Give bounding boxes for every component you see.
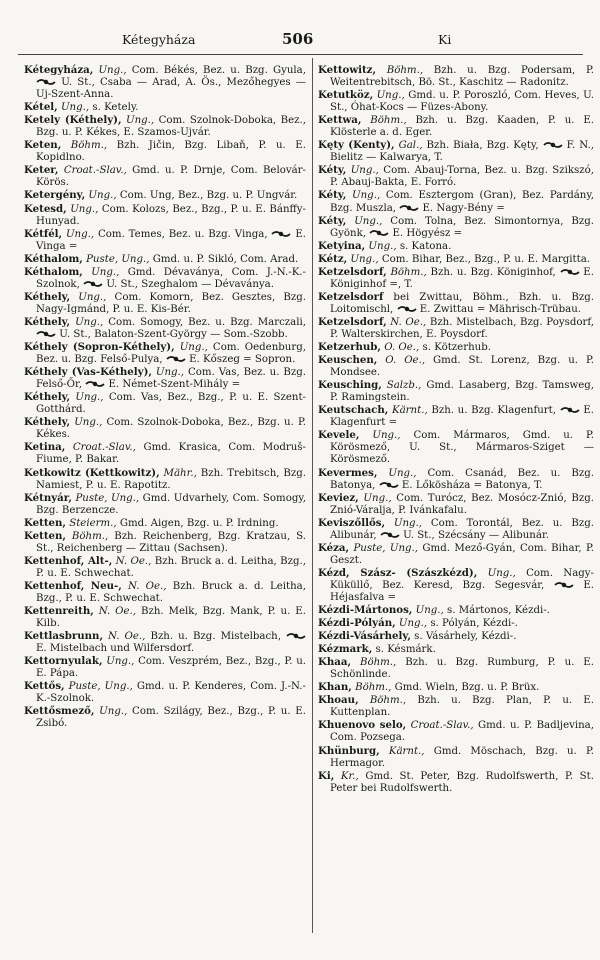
entry-details: Bzh. u. Bzg. Klagenfurt,	[431, 405, 560, 417]
entry-details: Gmd. u. P. Drnje, Com. Belovár-Körös.	[36, 165, 306, 189]
entry-details: Com. Temes, Bez. u. Bzg. Vinga,	[97, 228, 272, 240]
gazetteer-entry	[318, 770, 594, 795]
entry-region: Ung.,	[393, 517, 423, 529]
entry-region: Ung.,	[75, 316, 104, 328]
railway-station-icon	[380, 531, 400, 539]
entry-headword: Keutschach,	[318, 404, 389, 417]
entry-headword: Ketzerhub,	[318, 341, 381, 354]
entry-details: Bzh. Melk, Bzg. Mank, P. u. E. Kilb.	[36, 606, 306, 630]
gazetteer-entry	[318, 467, 594, 492]
gazetteer-entry	[24, 630, 306, 655]
entry-details: Bzh. u. Bzg. Podersam, P. Weitentrebitsch, Bö. St., Kaschitz — Radonitz.	[330, 65, 594, 89]
entry-details: Gmd. Dévaványa, Com. J.-N.-K.-Szolnok,	[36, 266, 306, 290]
entry-details: Bzh. u. Bzg. Königinhof,	[430, 266, 560, 278]
entry-station-details: E. Héjasfalva =	[330, 579, 594, 603]
entry-region: Ung.,	[352, 190, 381, 202]
entry-station-details: U. St., Szécsány — Alibunár.	[403, 529, 549, 541]
entry-details: Gmd. u. P. Poroszló, Com. Heves, U. St., Óhat-Kocs — Füzes-Abony.	[330, 90, 595, 114]
entry-headword: Kéty,	[318, 214, 347, 227]
gazetteer-entry	[24, 605, 306, 630]
entry-region: Kärnt.,	[392, 405, 428, 417]
entry-details: Bzh. Bruck a. d. Leitha, Bzg., P. u. E. Schwechat.	[36, 555, 306, 579]
gazetteer-entry	[24, 64, 306, 101]
entry-details: Com. Bihar, Bez., Bzg., P. u. E. Margitta.	[381, 253, 591, 265]
railway-station-icon	[286, 632, 306, 640]
entry-headword: Khuenovo selo,	[318, 719, 407, 732]
entry-region: Croat.-Slav.,	[72, 442, 136, 454]
railway-station-icon	[271, 230, 291, 238]
gazetteer-entry	[318, 617, 594, 630]
entry-region: Steierm.,	[69, 517, 117, 529]
entry-headword: Khünburg,	[318, 744, 380, 757]
entry-headword: Kézdi-Pólyán,	[318, 617, 396, 630]
entry-headword: Khan,	[318, 681, 352, 694]
entry-region: Ung.,	[376, 90, 405, 102]
entry-headword: Khoau,	[318, 694, 359, 707]
running-header	[0, 30, 600, 52]
entry-details: Com. Csanád, Bez. u. Bzg. Batonya,	[330, 467, 594, 491]
header-left-word: Kétegyháza	[122, 32, 196, 47]
gazetteer-entry	[318, 719, 594, 744]
gazetteer-entry	[318, 240, 594, 253]
entry-station-details: E. Nagy-Bény =	[422, 202, 505, 214]
entry-headword: Kétegyháza,	[24, 64, 94, 76]
gazetteer-entry	[318, 567, 594, 604]
entry-station-details: E. Kőszeg = Sopron.	[189, 354, 296, 366]
gazetteer-entry	[318, 379, 594, 404]
entry-details: Com. Ung, Bez., Bzg. u. P. Ungvár.	[119, 190, 298, 202]
entry-details: Bzh. u. Bzg. Mistelbach,	[150, 631, 286, 643]
gazetteer-entry	[24, 189, 306, 202]
entry-region: Böhm.,	[71, 530, 109, 542]
entry-details: s. Vásárhely, Kézdi-.	[414, 631, 517, 643]
entry-region: Ung.,	[372, 430, 401, 442]
entry-headword: Kétnyár,	[24, 491, 72, 504]
entry-region: Gal.,	[398, 140, 423, 152]
column-divider	[312, 58, 313, 933]
entry-details: s. Ketely.	[92, 102, 139, 114]
railway-station-icon	[543, 141, 563, 149]
gazetteer-entry	[24, 391, 306, 416]
entry-headword: Ketely (Kéthely),	[24, 114, 122, 127]
gazetteer-entry	[318, 681, 594, 694]
entry-region: Ung.,	[179, 342, 208, 354]
railway-station-icon	[399, 204, 419, 212]
gazetteer-entry	[24, 441, 306, 466]
entry-headword: Ketzelsdorf	[318, 290, 384, 303]
gazetteer-entry	[24, 316, 306, 341]
entry-region: Ung.,	[99, 706, 128, 718]
entry-region: Ung.,	[106, 656, 135, 668]
entry-details: Com. Békés, Bez. u. Bzg. Gyula,	[131, 65, 306, 76]
entry-headword: Ketkowitz (Kettkowitz),	[24, 466, 160, 479]
entry-region: N. Oe.,	[390, 316, 427, 328]
entry-station-details: F. N., Bielitz — Kalwarya, T.	[330, 140, 595, 164]
entry-details: Com. Komorn, Bez. Gesztes, Bzg. Nagy-Igmánd, P. u. E. Kis-Bér.	[36, 291, 306, 315]
entry-region: Ung.,	[363, 492, 392, 504]
entry-headword: Kéty,	[318, 189, 347, 202]
railway-station-icon	[83, 280, 103, 288]
railway-station-icon	[560, 406, 580, 414]
page-number: 506	[282, 30, 314, 48]
entry-headword: Kéthely (Vas-Kéthely),	[24, 366, 152, 379]
entry-details: Com. Esztergom (Gran), Bez. Pardány, Bzg. Muszla,	[330, 190, 594, 214]
entry-region: Ung.,	[350, 165, 379, 177]
entry-details: Com. Vas, Bez., Bzg., P. u. E. Szent-Gotthárd.	[36, 392, 306, 416]
entry-details: Gmd. Möschach, Bzg. u. P. Hermagor.	[330, 745, 594, 769]
gazetteer-entry	[24, 517, 306, 530]
entry-region: Puste, Ung.,	[86, 253, 150, 265]
entry-details: s. Késmárk.	[375, 644, 436, 656]
entry-headword: Keter,	[24, 164, 59, 177]
entry-headword: Kéthely,	[24, 391, 71, 404]
entry-region: Böhm.,	[70, 140, 108, 152]
gazetteer-entry	[318, 745, 594, 770]
entry-region: Ung.,	[75, 392, 104, 404]
entry-details: Gmd. St. Lorenz, Bzg. u. P. Mondsee.	[330, 355, 594, 379]
gazetteer-entry	[24, 705, 306, 730]
entry-headword: Kétel,	[24, 101, 58, 114]
gazetteer-entry	[318, 64, 594, 89]
entry-region: Böhm.,	[369, 695, 407, 707]
railway-station-icon	[554, 581, 574, 589]
entry-details: s. Katona.	[399, 240, 452, 252]
entry-headword: Keuschen,	[318, 354, 378, 367]
entry-headword: Kézmark,	[318, 643, 373, 656]
entry-details: s. Kötzerhub.	[422, 342, 491, 354]
entry-headword: Kettornyulak,	[24, 655, 103, 668]
entry-headword: Kétfél,	[24, 227, 63, 240]
entry-station-details: E. Német-Szent-Mihály =	[108, 379, 241, 391]
entry-region: Ung.,	[60, 102, 90, 114]
gazetteer-entry	[318, 189, 594, 214]
entry-headword: Ketutköz,	[318, 89, 374, 102]
entry-region: Mähr.,	[163, 467, 197, 479]
gazetteer-entry	[24, 555, 306, 580]
gazetteer-entry	[24, 164, 306, 189]
entry-region: O. Oe.,	[384, 342, 420, 354]
entry-station-details: E. Högyész =	[392, 227, 463, 239]
entry-details: Com. Turócz, Bez. Mosócz-Znió, Bzg. Znió-Váralja, P. Ivánkafalu.	[330, 492, 594, 516]
railway-station-icon	[85, 380, 105, 388]
entry-region: Ung.,	[65, 228, 95, 240]
entry-headword: Ketyina,	[318, 239, 366, 252]
entry-station-details: E. Klagenfurt =	[330, 405, 595, 429]
entry-headword: Kettős,	[24, 680, 65, 693]
entry-details: s. Mártonos, Kézdi-.	[447, 605, 550, 617]
entry-region: Ung.,	[74, 417, 103, 429]
entry-details: Com. Abauj-Torna, Bez. u. Bzg. Szikszó, P. Abauj-Bakta, E. Forró.	[330, 165, 594, 189]
entry-region: Böhm.,	[359, 657, 397, 669]
entry-details: Bzh. Mistelbach, Bzg. Poysdorf, P. Walterskirchen, E. Poysdorf.	[330, 316, 594, 340]
entry-details: Com. Nagy-Küküllő, Bez. Keresd, Bzg. Segesvár,	[330, 567, 594, 591]
entry-region: Ung.,	[487, 567, 516, 579]
gazetteer-entry	[24, 366, 306, 391]
entry-headword: Kettlasbrunn,	[24, 630, 103, 643]
entry-station-details: E. Lőkösháza = Batonya, T.	[401, 479, 543, 491]
entry-details: bei Zwittau, Böhm., Bzh. u. Bzg. Loitomischl,	[330, 291, 594, 315]
entry-headword: Ki,	[318, 769, 335, 782]
gazetteer-entry	[318, 164, 594, 189]
entry-details: Gmd. Wieln, Bzg. u. P. Brüx.	[394, 682, 540, 694]
entry-region: Ung.,	[368, 240, 397, 252]
entry-headword: Kéthely (Sopron-Kéthely),	[24, 341, 175, 354]
entry-station-details: U. St., Szeghalom — Dévaványa.	[106, 278, 274, 290]
entry-headword: Kettősmező,	[24, 705, 95, 718]
gazetteer-entry	[24, 228, 306, 253]
entry-details: Gmd. Mező-Gyán, Com. Bihar, P. Geszt.	[330, 542, 594, 566]
gazetteer-entry	[318, 694, 594, 719]
gazetteer-entry	[318, 429, 594, 466]
entry-region: Kärnt.,	[388, 745, 425, 757]
gazetteer-entry	[24, 291, 306, 316]
entry-headword: Ketesd,	[24, 202, 67, 215]
entry-headword: Kétz,	[318, 252, 348, 265]
entry-region: Böhm.,	[355, 682, 392, 694]
entry-station-details: E. Zwittau = Mährisch-Trübau.	[419, 303, 581, 315]
gazetteer-entry	[24, 655, 306, 680]
gazetteer-entry	[318, 215, 594, 240]
gazetteer-entry	[318, 643, 594, 656]
gazetteer-entry	[24, 139, 306, 164]
entry-station-details: U. St., Balaton-Szent-György — Som.-Szobb.	[59, 328, 288, 340]
entry-region: Ung.,	[415, 605, 444, 617]
entry-details: Com. Mármaros, Gmd. u. P. Körösmező, U. St., Mármaros-Sziget — Körösmező.	[330, 430, 594, 466]
entry-region: Ung.,	[155, 367, 185, 379]
entry-headword: Keviez,	[318, 491, 359, 504]
gazetteer-entry	[318, 630, 594, 643]
entry-details: Bzh. Jičin, Bzg. Libaň, P. u. E. Kopidlno.	[36, 140, 306, 164]
entry-headword: Kettenhof, Neu-,	[24, 579, 122, 592]
entry-headword: Kevele,	[318, 429, 360, 442]
entry-headword: Kettowitz,	[318, 64, 376, 76]
railway-station-icon	[36, 78, 56, 86]
railway-station-icon	[560, 268, 580, 276]
gazetteer-entry	[24, 530, 306, 555]
gazetteer-entry	[24, 341, 306, 366]
gazetteer-entry	[318, 542, 594, 567]
entry-details: Bzh. Bruck a. d. Leitha, Bzg., P. u. E. Schwechat.	[36, 580, 306, 604]
gazetteer-entry	[318, 89, 594, 114]
entry-headword: Ketzelsdorf,	[318, 315, 387, 328]
entry-region: Salzb.,	[386, 380, 422, 392]
entry-region: Böhm.,	[390, 266, 427, 278]
entry-region: N. Oe.,	[127, 580, 167, 592]
entry-region: Ung.,	[388, 467, 417, 479]
entry-headword: Ketzelsdorf,	[318, 265, 387, 278]
gazetteer-entry	[318, 492, 594, 517]
entry-headword: Keusching,	[318, 379, 382, 392]
entry-details: Com. Tolna, Bez. Simontornya, Bzg. Gyönk,	[330, 215, 594, 239]
entry-headword: Khaa,	[318, 656, 352, 669]
gazetteer-entry	[318, 291, 594, 316]
gazetteer-entry	[318, 354, 594, 379]
entry-details: Bzh. Trebitsch, Bzg. Namiest, P. u. E. Rapotitz.	[36, 467, 307, 491]
railway-station-icon	[166, 355, 186, 363]
entry-headword: Ketergény,	[24, 189, 86, 202]
entry-headword: Kézdi-Vásárhely,	[318, 630, 411, 643]
entry-headword: Kéza,	[318, 541, 350, 554]
entry-region: Croat.-Slav.,	[410, 720, 474, 732]
entry-region: Ung.,	[78, 291, 107, 303]
entry-region: Kr.,	[340, 770, 359, 782]
entry-headword: Ketina,	[24, 441, 66, 454]
entry-region: Puste, Ung.,	[68, 681, 133, 693]
entry-headword: Keviszőllős,	[318, 516, 386, 529]
entry-details: Gmd. Krasica, Com. Modruš-Fiume, P. Bakar.	[36, 442, 306, 466]
railway-station-icon	[369, 229, 389, 237]
entry-details: Com. Torontál, Bez. u. Bzg. Alibunár,	[330, 517, 594, 541]
railway-station-icon	[397, 305, 417, 313]
entry-region: Ung.,	[91, 266, 120, 278]
entry-region: Puste, Ung.,	[353, 542, 419, 554]
entry-headword: Kézdi-Mártonos,	[318, 604, 413, 617]
entry-region: N. Oe.,	[108, 631, 146, 643]
entry-region: Ung.,	[354, 215, 383, 227]
gazetteer-entry	[318, 341, 594, 354]
gazetteer-entry	[24, 266, 306, 291]
gazetteer-entry	[318, 517, 594, 542]
gazetteer-entry	[24, 467, 306, 492]
entry-headword: Kéthalom,	[24, 265, 83, 278]
entry-headword: Kęty (Kenty),	[318, 139, 395, 152]
entry-headword: Ketten,	[24, 529, 66, 542]
entry-details: Com. Szilágy, Bez., Bzg., P. u. E. Zsibó.	[36, 706, 306, 730]
entry-details: Com. Oedenburg, Bez. u. Bzg. Felső-Pulya,	[36, 342, 306, 366]
entry-region: O. Oe.,	[385, 355, 426, 367]
entry-region: N. Oe.,	[98, 606, 137, 618]
entry-details: Com. Kolozs, Bez., Bzg., P. u. E. Bánffy-Hunyad.	[36, 203, 306, 227]
railway-station-icon	[379, 481, 399, 489]
entry-region: Puste, Ung.,	[75, 492, 140, 504]
entry-details: Gmd. Lasaberg, Bzg. Tamsweg, P. Ramingstein.	[330, 380, 594, 404]
left-column	[24, 64, 306, 730]
gazetteer-entry	[318, 604, 594, 617]
entry-headword: Kéty,	[318, 164, 347, 177]
entry-region: Ung.,	[350, 253, 379, 265]
entry-region: Ung.,	[398, 618, 428, 630]
entry-station-details: E. Mistelbach und Wilfersdorf.	[36, 643, 195, 655]
gazetteer-entry	[318, 266, 594, 291]
entry-details: Com. Szolnok-Doboka, Bez., Bzg. u. P. Kékes, E. Szamos-Ujvár.	[36, 115, 306, 139]
gazetteer-entry	[24, 253, 306, 266]
entry-details: Bzh. u. Bzg. Rumburg, P. u. E. Schönlinde.	[330, 657, 594, 681]
right-column	[318, 64, 594, 795]
gazetteer-entry	[24, 580, 306, 605]
gazetteer-entry	[24, 416, 306, 441]
entry-region: Croat.-Slav.,	[63, 165, 127, 177]
entry-headword: Kéthalom,	[24, 252, 83, 265]
gazetteer-entry	[24, 114, 306, 139]
gazetteer-entry	[24, 492, 306, 517]
entry-station-details: E. Vinga =	[36, 228, 306, 252]
header-rule	[18, 54, 583, 55]
gazetteer-entry	[24, 203, 306, 228]
gazetteer-entry	[318, 114, 594, 139]
entry-details: Bzh. Reichenberg, Bzg. Kratzau, S. St., Reichenberg — Zittau (Sachsen).	[36, 530, 306, 554]
entry-details: Gmd. u. P. Kenderes, Com. J.-N.-K.-Szolnok.	[36, 681, 306, 705]
entry-details: Bzh. u. Bzg. Plan, P. u. E. Kuttenplan.	[330, 695, 594, 719]
entry-headword: Kevermes,	[318, 466, 378, 479]
entry-headword: Kettwa,	[318, 114, 362, 127]
entry-region: Ung.,	[70, 203, 99, 215]
entry-headword: Kéthely,	[24, 416, 71, 429]
entry-region: Ung.,	[88, 190, 117, 202]
gazetteer-entry	[318, 316, 594, 341]
header-right-word: Ki	[438, 32, 452, 47]
entry-region: Böhm.,	[386, 65, 424, 76]
entry-headword: Ketten,	[24, 516, 66, 529]
entry-details: Com. Veszprém, Bez., Bzg., P. u. E. Pápa.	[36, 656, 306, 680]
entry-station-details: E. Königinhof =, T.	[330, 266, 594, 290]
entry-region: Ung.,	[125, 115, 155, 127]
railway-station-icon	[36, 330, 56, 338]
entry-headword: Kézd, Szász- (Szászkézd),	[318, 566, 478, 579]
entry-headword: Keten,	[24, 139, 62, 152]
entry-details: Gmd. u. P. Sikló, Com. Arad.	[152, 253, 299, 265]
gazetteer-entry	[318, 253, 594, 266]
entry-region: N. Oe.,	[115, 555, 152, 567]
entry-details: Com. Somogy, Bez. u. Bzg. Marczali,	[108, 316, 306, 328]
entry-details: Com. Vas, Bez. u. Bzg. Felső-Őr,	[36, 367, 307, 391]
gazetteer-entry	[24, 101, 306, 114]
entry-headword: Kéthely,	[24, 315, 71, 328]
entry-headword: Kettenhof, Alt-,	[24, 554, 113, 567]
entry-details: Bzh. Biała, Bzg. Kęty,	[426, 140, 543, 152]
entry-region: Böhm.,	[370, 115, 407, 127]
entry-details: Gmd. Aigen, Bzg. u. P. Irdning.	[119, 517, 279, 529]
gazetteer-entry	[318, 404, 594, 429]
gazetteer-entry	[318, 139, 594, 164]
gazetteer-entry	[24, 680, 306, 705]
entry-details: Gmd. St. Peter, Bzg. Rudolfswerth, P. St. Peter bei Rudolfswerth.	[330, 770, 594, 794]
entry-headword: Kéthely,	[24, 290, 71, 303]
entry-station-details: U. St., Csaba — Arad, A. Ös., Mezőhegyes — Uj-Szent-Anna.	[36, 77, 306, 101]
entry-details: Gmd. u. P. Badljevina, Com. Pozsega.	[330, 720, 594, 744]
entry-region: Ung.,	[98, 65, 127, 76]
entry-details: s. Pólyán, Kézdi-.	[430, 618, 518, 630]
entry-headword: Kettenreith,	[24, 605, 94, 618]
entry-details: Bzh. u. Bzg. Kaaden, P. u. E. Klösterle a. d. Eger.	[330, 115, 594, 139]
entry-details: Com. Szolnok-Doboka, Bez., Bzg. u. P. Kékes.	[36, 417, 306, 441]
entry-details: Gmd. Udvarhely, Com. Somogy, Bzg. Berzencze.	[36, 492, 306, 516]
gazetteer-entry	[318, 656, 594, 681]
